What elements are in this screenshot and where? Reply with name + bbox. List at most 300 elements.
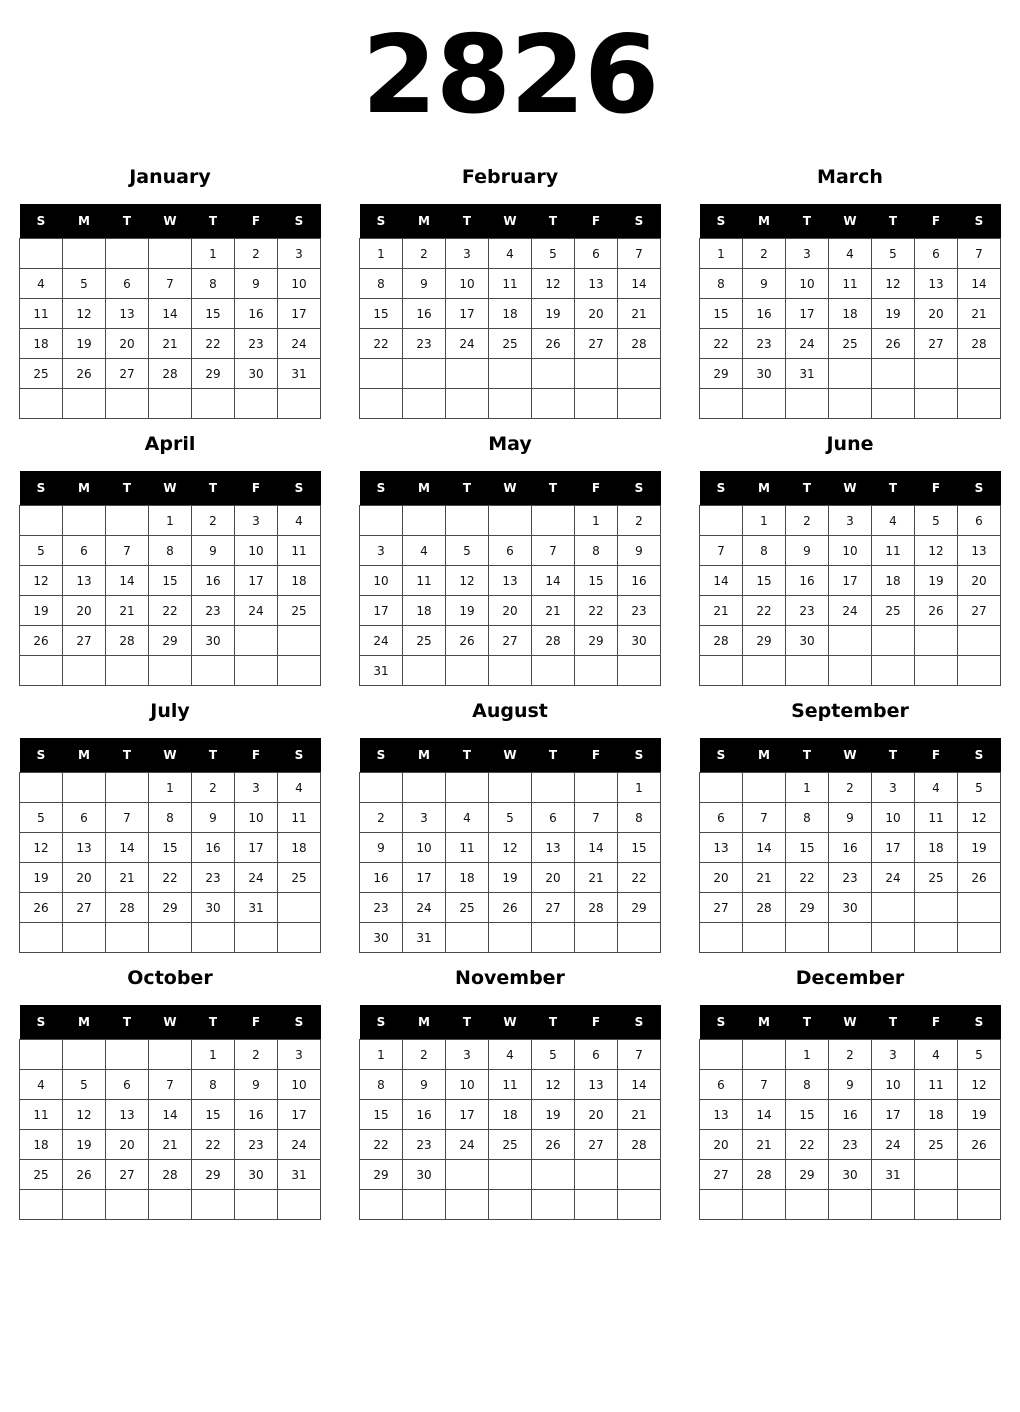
day-cell[interactable]: 4	[489, 1040, 532, 1070]
day-cell[interactable]: 16	[235, 299, 278, 329]
day-cell[interactable]: 20	[63, 596, 106, 626]
day-cell[interactable]: 21	[149, 329, 192, 359]
day-cell[interactable]: 23	[403, 1130, 446, 1160]
day-cell[interactable]: 21	[149, 1130, 192, 1160]
day-cell[interactable]: 14	[106, 833, 149, 863]
day-cell[interactable]: 13	[915, 269, 958, 299]
day-cell[interactable]: 26	[20, 893, 63, 923]
day-cell[interactable]: 24	[278, 329, 321, 359]
day-cell[interactable]: 13	[63, 566, 106, 596]
day-cell[interactable]: 13	[575, 1070, 618, 1100]
day-cell[interactable]: 13	[489, 566, 532, 596]
day-cell[interactable]: 25	[403, 626, 446, 656]
day-cell[interactable]: 2	[192, 506, 235, 536]
day-cell[interactable]: 4	[278, 773, 321, 803]
day-cell[interactable]: 9	[786, 536, 829, 566]
day-cell[interactable]: 19	[958, 1100, 1001, 1130]
day-cell[interactable]: 26	[872, 329, 915, 359]
day-cell[interactable]: 27	[700, 1160, 743, 1190]
day-cell[interactable]: 7	[958, 239, 1001, 269]
day-cell[interactable]: 30	[235, 359, 278, 389]
day-cell[interactable]: 26	[20, 626, 63, 656]
day-cell[interactable]: 7	[106, 536, 149, 566]
day-cell[interactable]: 31	[786, 359, 829, 389]
day-cell[interactable]: 29	[192, 359, 235, 389]
day-cell[interactable]: 5	[532, 1040, 575, 1070]
day-cell[interactable]: 5	[63, 1070, 106, 1100]
day-cell[interactable]: 10	[829, 536, 872, 566]
day-cell[interactable]: 6	[63, 803, 106, 833]
day-cell[interactable]: 23	[235, 329, 278, 359]
day-cell[interactable]: 6	[700, 803, 743, 833]
day-cell[interactable]: 5	[20, 803, 63, 833]
day-cell[interactable]: 13	[63, 833, 106, 863]
day-cell[interactable]: 9	[829, 803, 872, 833]
day-cell[interactable]: 22	[149, 863, 192, 893]
day-cell[interactable]: 23	[786, 596, 829, 626]
day-cell[interactable]: 20	[575, 299, 618, 329]
day-cell[interactable]: 28	[743, 1160, 786, 1190]
day-cell[interactable]: 6	[532, 803, 575, 833]
day-cell[interactable]: 30	[403, 1160, 446, 1190]
day-cell[interactable]: 6	[63, 536, 106, 566]
day-cell[interactable]: 2	[618, 506, 661, 536]
day-cell[interactable]: 7	[532, 536, 575, 566]
day-cell[interactable]: 5	[915, 506, 958, 536]
day-cell[interactable]: 29	[700, 359, 743, 389]
day-cell[interactable]: 11	[872, 536, 915, 566]
day-cell[interactable]: 24	[360, 626, 403, 656]
day-cell[interactable]: 23	[829, 863, 872, 893]
day-cell[interactable]: 21	[618, 299, 661, 329]
day-cell[interactable]: 11	[20, 1100, 63, 1130]
day-cell[interactable]: 27	[106, 359, 149, 389]
day-cell[interactable]: 18	[829, 299, 872, 329]
day-cell[interactable]: 5	[20, 536, 63, 566]
day-cell[interactable]: 5	[872, 239, 915, 269]
day-cell[interactable]: 10	[278, 1070, 321, 1100]
day-cell[interactable]: 28	[106, 893, 149, 923]
day-cell[interactable]: 8	[149, 803, 192, 833]
day-cell[interactable]: 10	[786, 269, 829, 299]
day-cell[interactable]: 27	[575, 1130, 618, 1160]
day-cell[interactable]: 30	[786, 626, 829, 656]
day-cell[interactable]: 18	[915, 833, 958, 863]
day-cell[interactable]: 22	[786, 863, 829, 893]
day-cell[interactable]: 15	[786, 833, 829, 863]
day-cell[interactable]: 8	[192, 269, 235, 299]
day-cell[interactable]: 29	[575, 626, 618, 656]
day-cell[interactable]: 10	[446, 1070, 489, 1100]
day-cell[interactable]: 6	[106, 1070, 149, 1100]
day-cell[interactable]: 28	[700, 626, 743, 656]
day-cell[interactable]: 12	[20, 566, 63, 596]
day-cell[interactable]: 30	[235, 1160, 278, 1190]
day-cell[interactable]: 24	[829, 596, 872, 626]
day-cell[interactable]: 12	[532, 269, 575, 299]
day-cell[interactable]: 12	[20, 833, 63, 863]
day-cell[interactable]: 8	[700, 269, 743, 299]
day-cell[interactable]: 1	[192, 1040, 235, 1070]
day-cell[interactable]: 15	[360, 1100, 403, 1130]
day-cell[interactable]: 12	[63, 1100, 106, 1130]
day-cell[interactable]: 8	[618, 803, 661, 833]
day-cell[interactable]: 30	[829, 893, 872, 923]
day-cell[interactable]: 26	[63, 1160, 106, 1190]
day-cell[interactable]: 1	[618, 773, 661, 803]
day-cell[interactable]: 19	[63, 1130, 106, 1160]
day-cell[interactable]: 14	[618, 269, 661, 299]
day-cell[interactable]: 31	[403, 923, 446, 953]
day-cell[interactable]: 8	[786, 803, 829, 833]
day-cell[interactable]: 12	[532, 1070, 575, 1100]
day-cell[interactable]: 22	[149, 596, 192, 626]
day-cell[interactable]: 28	[743, 893, 786, 923]
day-cell[interactable]: 26	[958, 1130, 1001, 1160]
day-cell[interactable]: 4	[489, 239, 532, 269]
day-cell[interactable]: 15	[575, 566, 618, 596]
day-cell[interactable]: 17	[360, 596, 403, 626]
day-cell[interactable]: 25	[489, 1130, 532, 1160]
day-cell[interactable]: 27	[63, 893, 106, 923]
day-cell[interactable]: 8	[575, 536, 618, 566]
day-cell[interactable]: 30	[192, 626, 235, 656]
day-cell[interactable]: 17	[278, 299, 321, 329]
day-cell[interactable]: 19	[872, 299, 915, 329]
day-cell[interactable]: 17	[278, 1100, 321, 1130]
day-cell[interactable]: 29	[149, 626, 192, 656]
day-cell[interactable]: 12	[872, 269, 915, 299]
day-cell[interactable]: 16	[192, 566, 235, 596]
day-cell[interactable]: 19	[446, 596, 489, 626]
day-cell[interactable]: 8	[786, 1070, 829, 1100]
day-cell[interactable]: 1	[149, 506, 192, 536]
day-cell[interactable]: 22	[618, 863, 661, 893]
day-cell[interactable]: 20	[915, 299, 958, 329]
day-cell[interactable]: 17	[235, 833, 278, 863]
day-cell[interactable]: 16	[403, 1100, 446, 1130]
day-cell[interactable]: 27	[700, 893, 743, 923]
day-cell[interactable]: 21	[958, 299, 1001, 329]
day-cell[interactable]: 18	[20, 1130, 63, 1160]
day-cell[interactable]: 17	[872, 1100, 915, 1130]
day-cell[interactable]: 30	[743, 359, 786, 389]
day-cell[interactable]: 8	[360, 1070, 403, 1100]
day-cell[interactable]: 15	[618, 833, 661, 863]
day-cell[interactable]: 3	[872, 773, 915, 803]
day-cell[interactable]: 7	[743, 803, 786, 833]
day-cell[interactable]: 22	[360, 329, 403, 359]
day-cell[interactable]: 5	[489, 803, 532, 833]
day-cell[interactable]: 14	[106, 566, 149, 596]
day-cell[interactable]: 18	[403, 596, 446, 626]
day-cell[interactable]: 29	[360, 1160, 403, 1190]
day-cell[interactable]: 5	[958, 773, 1001, 803]
day-cell[interactable]: 24	[278, 1130, 321, 1160]
day-cell[interactable]: 30	[360, 923, 403, 953]
day-cell[interactable]: 7	[743, 1070, 786, 1100]
day-cell[interactable]: 10	[235, 536, 278, 566]
day-cell[interactable]: 5	[532, 239, 575, 269]
day-cell[interactable]: 7	[575, 803, 618, 833]
day-cell[interactable]: 15	[149, 833, 192, 863]
day-cell[interactable]: 25	[446, 893, 489, 923]
day-cell[interactable]: 19	[532, 299, 575, 329]
day-cell[interactable]: 23	[743, 329, 786, 359]
day-cell[interactable]: 14	[149, 1100, 192, 1130]
day-cell[interactable]: 26	[532, 329, 575, 359]
day-cell[interactable]: 18	[20, 329, 63, 359]
day-cell[interactable]: 19	[958, 833, 1001, 863]
day-cell[interactable]: 3	[446, 239, 489, 269]
day-cell[interactable]: 23	[403, 329, 446, 359]
day-cell[interactable]: 6	[700, 1070, 743, 1100]
day-cell[interactable]: 2	[743, 239, 786, 269]
day-cell[interactable]: 26	[915, 596, 958, 626]
day-cell[interactable]: 9	[743, 269, 786, 299]
day-cell[interactable]: 1	[360, 1040, 403, 1070]
day-cell[interactable]: 17	[446, 299, 489, 329]
day-cell[interactable]: 23	[829, 1130, 872, 1160]
day-cell[interactable]: 11	[403, 566, 446, 596]
day-cell[interactable]: 1	[743, 506, 786, 536]
day-cell[interactable]: 4	[915, 1040, 958, 1070]
day-cell[interactable]: 7	[149, 1070, 192, 1100]
day-cell[interactable]: 10	[278, 269, 321, 299]
day-cell[interactable]: 28	[618, 1130, 661, 1160]
day-cell[interactable]: 4	[403, 536, 446, 566]
day-cell[interactable]: 28	[149, 1160, 192, 1190]
day-cell[interactable]: 19	[489, 863, 532, 893]
day-cell[interactable]: 10	[446, 269, 489, 299]
day-cell[interactable]: 27	[63, 626, 106, 656]
day-cell[interactable]: 25	[278, 863, 321, 893]
day-cell[interactable]: 27	[958, 596, 1001, 626]
day-cell[interactable]: 24	[872, 863, 915, 893]
day-cell[interactable]: 1	[149, 773, 192, 803]
day-cell[interactable]: 1	[575, 506, 618, 536]
day-cell[interactable]: 3	[829, 506, 872, 536]
day-cell[interactable]: 25	[915, 1130, 958, 1160]
day-cell[interactable]: 9	[360, 833, 403, 863]
day-cell[interactable]: 20	[575, 1100, 618, 1130]
day-cell[interactable]: 2	[403, 239, 446, 269]
day-cell[interactable]: 16	[403, 299, 446, 329]
day-cell[interactable]: 12	[958, 803, 1001, 833]
day-cell[interactable]: 18	[915, 1100, 958, 1130]
day-cell[interactable]: 10	[872, 1070, 915, 1100]
day-cell[interactable]: 11	[20, 299, 63, 329]
day-cell[interactable]: 11	[915, 1070, 958, 1100]
day-cell[interactable]: 2	[192, 773, 235, 803]
day-cell[interactable]: 19	[20, 863, 63, 893]
day-cell[interactable]: 26	[489, 893, 532, 923]
day-cell[interactable]: 14	[149, 299, 192, 329]
day-cell[interactable]: 5	[446, 536, 489, 566]
day-cell[interactable]: 24	[446, 1130, 489, 1160]
day-cell[interactable]: 10	[872, 803, 915, 833]
day-cell[interactable]: 17	[829, 566, 872, 596]
day-cell[interactable]: 17	[446, 1100, 489, 1130]
day-cell[interactable]: 10	[403, 833, 446, 863]
day-cell[interactable]: 18	[872, 566, 915, 596]
day-cell[interactable]: 24	[446, 329, 489, 359]
day-cell[interactable]: 30	[192, 893, 235, 923]
day-cell[interactable]: 13	[958, 536, 1001, 566]
day-cell[interactable]: 15	[360, 299, 403, 329]
day-cell[interactable]: 14	[532, 566, 575, 596]
day-cell[interactable]: 25	[20, 359, 63, 389]
day-cell[interactable]: 29	[618, 893, 661, 923]
day-cell[interactable]: 3	[403, 803, 446, 833]
day-cell[interactable]: 12	[915, 536, 958, 566]
day-cell[interactable]: 9	[829, 1070, 872, 1100]
day-cell[interactable]: 20	[958, 566, 1001, 596]
day-cell[interactable]: 29	[786, 1160, 829, 1190]
day-cell[interactable]: 9	[403, 1070, 446, 1100]
day-cell[interactable]: 2	[829, 1040, 872, 1070]
day-cell[interactable]: 9	[403, 269, 446, 299]
day-cell[interactable]: 14	[743, 833, 786, 863]
day-cell[interactable]: 24	[235, 596, 278, 626]
day-cell[interactable]: 4	[872, 506, 915, 536]
day-cell[interactable]: 2	[235, 1040, 278, 1070]
day-cell[interactable]: 25	[278, 596, 321, 626]
day-cell[interactable]: 11	[915, 803, 958, 833]
day-cell[interactable]: 19	[63, 329, 106, 359]
day-cell[interactable]: 15	[149, 566, 192, 596]
day-cell[interactable]: 17	[872, 833, 915, 863]
day-cell[interactable]: 18	[489, 1100, 532, 1130]
day-cell[interactable]: 9	[618, 536, 661, 566]
day-cell[interactable]: 27	[575, 329, 618, 359]
day-cell[interactable]: 13	[106, 299, 149, 329]
day-cell[interactable]: 6	[575, 239, 618, 269]
day-cell[interactable]: 24	[786, 329, 829, 359]
day-cell[interactable]: 22	[700, 329, 743, 359]
day-cell[interactable]: 4	[446, 803, 489, 833]
day-cell[interactable]: 22	[575, 596, 618, 626]
day-cell[interactable]: 19	[532, 1100, 575, 1130]
day-cell[interactable]: 30	[618, 626, 661, 656]
day-cell[interactable]: 30	[829, 1160, 872, 1190]
day-cell[interactable]: 8	[149, 536, 192, 566]
day-cell[interactable]: 2	[403, 1040, 446, 1070]
day-cell[interactable]: 3	[786, 239, 829, 269]
day-cell[interactable]: 2	[235, 239, 278, 269]
day-cell[interactable]: 19	[915, 566, 958, 596]
day-cell[interactable]: 18	[489, 299, 532, 329]
day-cell[interactable]: 2	[829, 773, 872, 803]
day-cell[interactable]: 31	[360, 656, 403, 686]
day-cell[interactable]: 25	[829, 329, 872, 359]
day-cell[interactable]: 21	[575, 863, 618, 893]
day-cell[interactable]: 11	[278, 536, 321, 566]
day-cell[interactable]: 1	[786, 773, 829, 803]
day-cell[interactable]: 5	[63, 269, 106, 299]
day-cell[interactable]: 29	[786, 893, 829, 923]
day-cell[interactable]: 21	[743, 863, 786, 893]
day-cell[interactable]: 20	[489, 596, 532, 626]
day-cell[interactable]: 28	[575, 893, 618, 923]
day-cell[interactable]: 9	[235, 1070, 278, 1100]
day-cell[interactable]: 16	[192, 833, 235, 863]
day-cell[interactable]: 28	[149, 359, 192, 389]
day-cell[interactable]: 26	[446, 626, 489, 656]
day-cell[interactable]: 20	[106, 329, 149, 359]
day-cell[interactable]: 2	[360, 803, 403, 833]
day-cell[interactable]: 24	[235, 863, 278, 893]
day-cell[interactable]: 15	[192, 1100, 235, 1130]
day-cell[interactable]: 21	[700, 596, 743, 626]
day-cell[interactable]: 14	[575, 833, 618, 863]
day-cell[interactable]: 15	[743, 566, 786, 596]
day-cell[interactable]: 20	[700, 1130, 743, 1160]
day-cell[interactable]: 3	[278, 239, 321, 269]
day-cell[interactable]: 12	[489, 833, 532, 863]
day-cell[interactable]: 16	[829, 1100, 872, 1130]
day-cell[interactable]: 4	[20, 269, 63, 299]
day-cell[interactable]: 17	[403, 863, 446, 893]
day-cell[interactable]: 9	[235, 269, 278, 299]
day-cell[interactable]: 18	[278, 566, 321, 596]
day-cell[interactable]: 23	[192, 863, 235, 893]
day-cell[interactable]: 16	[360, 863, 403, 893]
day-cell[interactable]: 10	[360, 566, 403, 596]
day-cell[interactable]: 27	[915, 329, 958, 359]
day-cell[interactable]: 23	[618, 596, 661, 626]
day-cell[interactable]: 7	[618, 239, 661, 269]
day-cell[interactable]: 14	[618, 1070, 661, 1100]
day-cell[interactable]: 27	[532, 893, 575, 923]
day-cell[interactable]: 7	[149, 269, 192, 299]
day-cell[interactable]: 25	[915, 863, 958, 893]
day-cell[interactable]: 27	[489, 626, 532, 656]
day-cell[interactable]: 13	[700, 1100, 743, 1130]
day-cell[interactable]: 29	[149, 893, 192, 923]
day-cell[interactable]: 26	[63, 359, 106, 389]
day-cell[interactable]: 31	[278, 359, 321, 389]
day-cell[interactable]: 1	[192, 239, 235, 269]
day-cell[interactable]: 1	[786, 1040, 829, 1070]
day-cell[interactable]: 26	[958, 863, 1001, 893]
day-cell[interactable]: 8	[360, 269, 403, 299]
day-cell[interactable]: 15	[192, 299, 235, 329]
day-cell[interactable]: 1	[360, 239, 403, 269]
day-cell[interactable]: 13	[575, 269, 618, 299]
day-cell[interactable]: 9	[192, 803, 235, 833]
day-cell[interactable]: 12	[446, 566, 489, 596]
day-cell[interactable]: 20	[106, 1130, 149, 1160]
day-cell[interactable]: 17	[235, 566, 278, 596]
day-cell[interactable]: 6	[958, 506, 1001, 536]
day-cell[interactable]: 23	[360, 893, 403, 923]
day-cell[interactable]: 4	[915, 773, 958, 803]
day-cell[interactable]: 4	[829, 239, 872, 269]
day-cell[interactable]: 8	[192, 1070, 235, 1100]
day-cell[interactable]: 6	[915, 239, 958, 269]
day-cell[interactable]: 28	[958, 329, 1001, 359]
day-cell[interactable]: 12	[958, 1070, 1001, 1100]
day-cell[interactable]: 20	[63, 863, 106, 893]
day-cell[interactable]: 31	[872, 1160, 915, 1190]
day-cell[interactable]: 3	[235, 773, 278, 803]
day-cell[interactable]: 19	[20, 596, 63, 626]
day-cell[interactable]: 1	[700, 239, 743, 269]
day-cell[interactable]: 16	[829, 833, 872, 863]
day-cell[interactable]: 29	[192, 1160, 235, 1190]
day-cell[interactable]: 18	[446, 863, 489, 893]
